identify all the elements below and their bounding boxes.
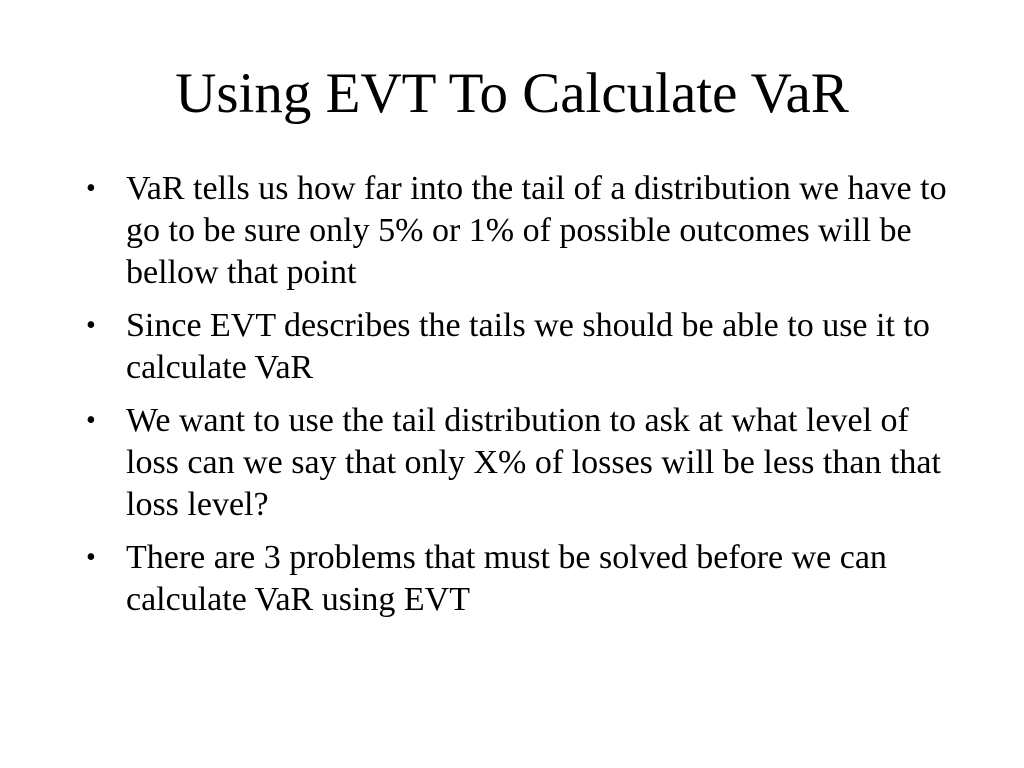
bullet-text: VaR tells us how far into the tail of a distribution we have to go to be sure only 5% or 1% of possible outcomes will be bellow that point xyxy=(126,170,947,291)
bullet-item xyxy=(84,400,954,526)
bullet-icon: • xyxy=(86,542,96,573)
bullet-list xyxy=(84,168,954,632)
bullet-item xyxy=(84,305,954,389)
bullet-text: Since EVT describes the tails we should be able to use it to calculate VaR xyxy=(126,307,930,386)
bullet-icon: • xyxy=(86,310,96,341)
bullet-item xyxy=(84,168,954,294)
bullet-text: There are 3 problems that must be solved before we can calculate VaR using EVT xyxy=(126,539,887,618)
bullet-item xyxy=(84,537,954,621)
bullet-icon: • xyxy=(86,173,96,204)
bullet-icon: • xyxy=(86,405,96,436)
slide-title: Using EVT To Calculate VaR xyxy=(175,62,849,125)
bullet-text: We want to use the tail distribution to ask at what level of loss can we say that only X% of losses will be less than that loss level? xyxy=(126,402,941,523)
